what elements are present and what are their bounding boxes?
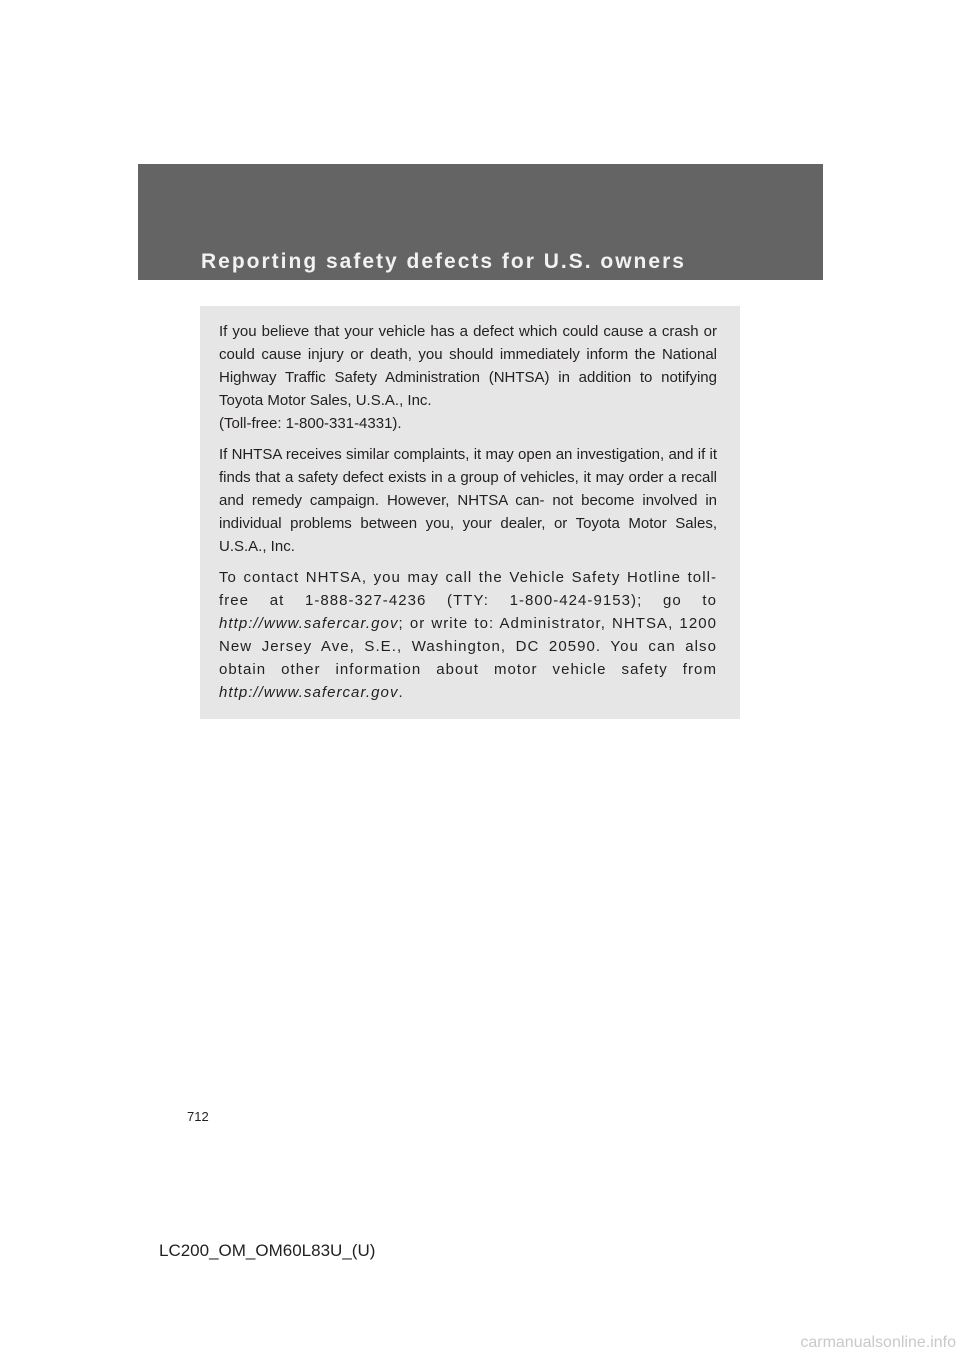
tollfree-number: (Toll-free: 1-800-331-4331). <box>219 415 402 432</box>
contact-text-end: . <box>398 684 404 701</box>
paragraph-contact-nhtsa <box>219 566 717 704</box>
header-band <box>138 164 823 280</box>
paragraph-report-defect-text: If you believe that your vehicle has a defect which could cause a crash or could cause injury or death, you should immediately inform the National Highway Traffic Safety Administration (NHTSA) in addition to notifying Toyota Motor Sales, U.S.A., Inc. <box>219 323 717 409</box>
safercar-link-2[interactable]: http://www.safercar.gov <box>219 684 399 701</box>
page-title: Reporting safety defects for U.S. owners <box>201 250 686 273</box>
contact-text-start: To contact NHTSA, you may call the Vehicle Safety Hotline toll-free at 1-888-327-4236 (TTY: 1-800-424-9153); go to <box>219 569 717 609</box>
contact-text-middle: ; or write to: Administrator, NHTSA, 1200 New Jersey Ave, S.E., Washington, DC 20590. You can also obtain other information about motor vehicle safety from <box>219 615 717 678</box>
watermark: carmanualsonline.info <box>800 1334 956 1351</box>
page-number: 712 <box>187 1109 209 1124</box>
paragraph-report-defect <box>219 320 717 435</box>
safety-info-box <box>200 306 740 719</box>
safercar-link-1[interactable]: http://www.safercar.gov <box>219 615 399 632</box>
paragraph-nhtsa-investigation: If NHTSA receives similar complaints, it may open an investigation, and if it finds that a safety defect exists in a group of vehicles, it may order a recall and remedy campaign. However, NHTSA can- not become involved in individual problems between you, your dealer, or Toyota Motor Sales, U.S.A., Inc. <box>219 446 717 555</box>
document-code: LC200_OM_OM60L83U_(U) <box>159 1241 376 1260</box>
